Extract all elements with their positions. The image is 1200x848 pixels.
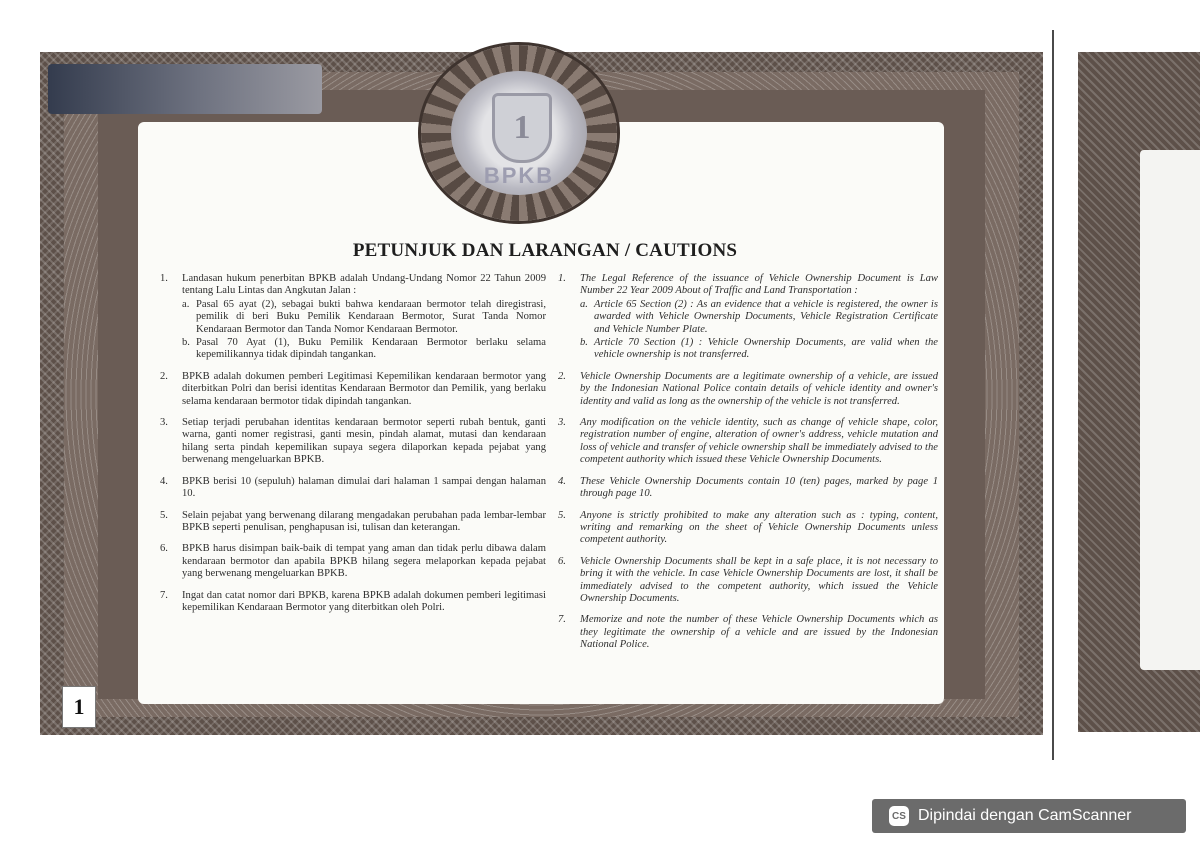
id-subitem (182, 299, 546, 336)
en-item-number: 7. (558, 614, 566, 626)
id-item (160, 273, 546, 362)
id-item (160, 417, 546, 467)
scan-margin-top (0, 0, 1200, 28)
en-item (558, 510, 938, 547)
en-subitem-text: Article 65 Section (2) : As an evidence that a vehicle is registered, the owner is awarded with Vehicle Ownership Documents, Vehicle Registration Certificate and Vehicle Number Plate. (594, 298, 938, 335)
indonesian-instructions (160, 273, 546, 623)
en-item-text: These Vehicle Ownership Documents contain 10 (ten) pages, marked by page 1 through page 10. (580, 475, 938, 500)
id-item-number: 1. (160, 273, 168, 284)
page-number: 1 (62, 686, 96, 728)
id-item-body (182, 371, 546, 408)
id-item-body (182, 510, 546, 535)
en-item-number: 5. (558, 509, 566, 521)
en-item-body (580, 556, 938, 606)
en-item-body (580, 614, 938, 651)
id-subitem-letter: b. (182, 337, 190, 349)
adjacent-page-border (1078, 52, 1200, 732)
en-item (558, 371, 938, 408)
en-subitem (580, 337, 938, 362)
camscanner-text: Dipindai dengan CamScanner (918, 807, 1132, 824)
id-item-text: Selain pejabat yang berwenang dilarang mengadakan perubahan pada lembar-lembar BPKB seperti penulisan, penghapusan isi, tulisan dan keterangan. (182, 509, 546, 533)
crest-label: BPKB (483, 163, 555, 188)
en-item (558, 556, 938, 606)
en-item-text: Vehicle Ownership Documents are a legitimate ownership of a vehicle, are issued by the Indonesian National Police contain details of vehicle identity and owner's identity and valid as long as the ownership of the vehicle is not transferred. (580, 370, 938, 407)
id-item-number: 7. (160, 589, 168, 601)
page-fold-line (1052, 30, 1054, 760)
en-item-text: Anyone is strictly prohibited to make any alteration such as : typing, content, writing and remarking on the sheet of Vehicle Ownership Documents unless competent authority. (580, 509, 938, 546)
id-item-text: Ingat dan catat nomor dari BPKB, karena BPKB adalah dokumen pemberi legitimasi kepemilikan Kendaraan Bermotor yang diterbitkan oleh Polri. (182, 589, 546, 613)
id-item-text: BPKB harus disimpan baik-baik di tempat yang aman dan tidak perlu dibawa dalam kendaraan bermotor dan apabila BPKB hilang segera melaporkan kepada pejabat yang berwenang mengeluarkan BPKB. (182, 543, 546, 580)
en-item-number: 3. (558, 417, 566, 429)
id-item-text: Landasan hukum penerbitan BPKB adalah Undang-Undang Nomor 22 Tahun 2009 tentang Lalu Lintas dan Angkutan Jalan : (182, 273, 546, 297)
camscanner-logo-icon: CS (889, 806, 909, 826)
en-item-body (580, 273, 938, 362)
bpkb-crest-emblem (421, 45, 617, 221)
camscanner-watermark (872, 799, 1186, 833)
id-item-number: 6. (160, 543, 168, 555)
id-subitem-text: Pasal 65 ayat (2), sebagai bukti bahwa kendaraan bermotor telah diregistrasi, pemilik di beri Buku Pemilik Kendaraan Bermotor, Surat Tanda Nomor Kendaraan Bermotor dan Tanda Nomor Kendaraan Bermotor. (196, 298, 546, 335)
id-item (160, 590, 546, 615)
id-item-number: 4. (160, 475, 168, 487)
en-item-number: 6. (558, 555, 566, 567)
en-subitem-letter: b. (580, 337, 588, 349)
id-item-number: 3. (160, 417, 168, 429)
en-item-number: 4. (558, 475, 566, 487)
en-item-body (580, 476, 938, 501)
redaction-bar (48, 64, 322, 114)
id-item-text: BPKB berisi 10 (sepuluh) halaman dimulai dari halaman 1 sampai dengan halaman 10. (182, 475, 546, 500)
en-item-number: 2. (558, 370, 566, 382)
crest-hologram (451, 71, 587, 195)
id-item-body (182, 273, 546, 362)
id-item-body (182, 417, 546, 467)
en-item-body (580, 417, 938, 467)
en-subitem-letter: a. (580, 298, 588, 310)
id-item (160, 543, 546, 580)
id-subitem-letter: a. (182, 298, 190, 310)
id-item (160, 371, 546, 408)
en-item-number: 1. (558, 273, 566, 284)
en-item (558, 417, 938, 467)
id-subitem (182, 337, 546, 362)
shield-icon: 1 (492, 93, 552, 163)
english-instructions (558, 273, 938, 661)
en-item-text: Memorize and note the number of these Vehicle Ownership Documents which as they legitimate the ownership of a vehicle and are issued by the Indonesian National Police. (580, 614, 938, 651)
id-item (160, 510, 546, 535)
en-item-text: Any modification on the vehicle identity, such as change of vehicle shape, color, registration number of engine, alteration of owner's address, vehicle mutation and loss of vehicle and transfer of vehicle ownership shall be immediately advised to the competent authority which issued these Vehicle Ownership Documents. (580, 417, 938, 466)
en-item-text: The Legal Reference of the issuance of Vehicle Ownership Document is Law Number 22 Year 2009 About of Traffic and Land Transportation : (580, 273, 938, 297)
en-item (558, 476, 938, 501)
id-item-body (182, 476, 546, 501)
id-item-text: Setiap terjadi perubahan identitas kendaraan bermotor seperti rubah bentuk, ganti warna, ganti nomer registrasi, ganti mesin, pindah alamat, mutasi dan kendaraan hilang serta pindah kepemilikan supaya segera dilaporkan kepada pejabat yang berwenang mengeluarkan BPKB. (182, 417, 546, 466)
adjacent-page-panel (1140, 150, 1200, 670)
en-item-body (580, 371, 938, 408)
id-item-body (182, 543, 546, 580)
page-title: PETUNJUK DAN LARANGAN / CAUTIONS (352, 240, 738, 261)
id-item-text: BPKB adalah dokumen pemberi Legitimasi Kepemilikan kendaraan bermotor yang diterbitkan Polri dan berisi identitas Kendaraan Bermotor dan Pemilik, yang berlaku selama kendaraan bermotor tidak dipindah tangankan. (182, 370, 546, 407)
en-item-text: Vehicle Ownership Documents shall be kept in a safe place, it is not necessary to bring it with the vehicle. In case Vehicle Ownership Documents are lost, it shall be immediately advised to the competent authority, which issued the Vehicle Ownership Documents. (580, 555, 938, 604)
en-subitem-text: Article 70 Section (1) : Vehicle Ownership Documents, are valid when the vehicle ownership is not transferred. (594, 337, 938, 361)
id-subitem-text: Pasal 70 Ayat (1), Buku Pemilik Kendaraan Bermotor berlaku selama kepemilikannya tidak dipindah tangankan. (196, 337, 546, 361)
id-item (160, 476, 546, 501)
en-item-body (580, 510, 938, 547)
en-item (558, 614, 938, 651)
en-item (558, 273, 938, 362)
id-item-number: 2. (160, 370, 168, 382)
id-item-number: 5. (160, 509, 168, 521)
en-subitem (580, 299, 938, 336)
id-item-body (182, 590, 546, 615)
